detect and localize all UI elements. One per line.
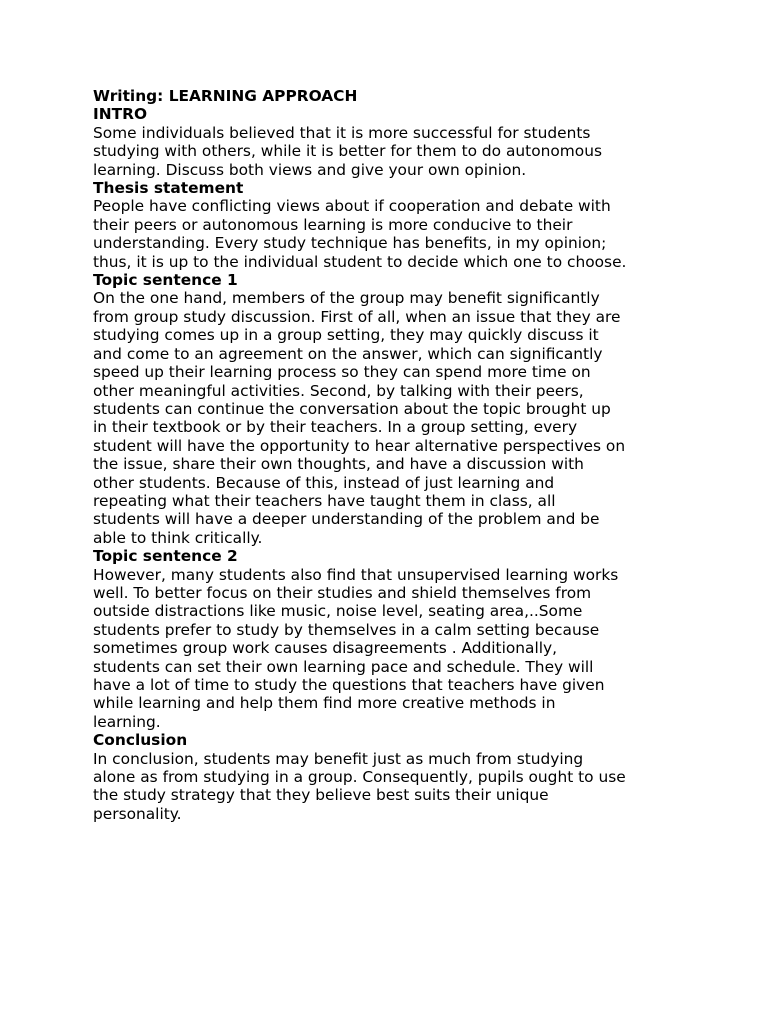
body-line: students can set their own learning pace and schedule. They will xyxy=(93,657,594,676)
body-line: repeating what their teachers have taught them in class, all xyxy=(93,491,556,510)
body-line: speed up their learning process so they can spend more time on xyxy=(93,363,591,382)
body-line: learning. xyxy=(93,712,161,731)
body-line: personality. xyxy=(93,804,182,823)
body-line: outside distractions like music, noise level, seating area,..Some xyxy=(93,602,583,621)
body-line: On the one hand, members of the group may benefit significantly xyxy=(93,289,600,308)
body-line: other students. Because of this, instead of just learning and xyxy=(93,473,555,492)
section-body xyxy=(93,566,693,732)
body-line: students prefer to study by themselves in a calm setting because xyxy=(93,620,600,639)
section-thesis-statement xyxy=(93,179,693,271)
section-intro xyxy=(93,105,693,179)
section-topic-sentence-2 xyxy=(93,547,693,731)
body-line: have a lot of time to study the questions that teachers have given xyxy=(93,676,605,694)
body-line: in their textbook or by their teachers. In a group setting, every xyxy=(93,418,578,437)
body-line: People have conflicting views about if cooperation and debate with xyxy=(93,197,611,216)
body-line: other meaningful activities. Second, by talking with their peers, xyxy=(93,381,584,400)
section-body xyxy=(93,124,693,179)
section-conclusion xyxy=(93,731,693,823)
body-line: while learning and help them find more creative methods in xyxy=(93,694,556,713)
body-line: thus, it is up to the individual student to decide which one to choose. xyxy=(93,252,627,271)
body-line: sometimes group work causes disagreements . Additionally, xyxy=(93,639,558,658)
section-heading: Thesis statement xyxy=(93,179,244,198)
body-line: the study strategy that they believe best suits their unique xyxy=(93,786,549,805)
section-topic-sentence-1 xyxy=(93,271,693,547)
section-body xyxy=(93,289,693,547)
body-line: their peers or autonomous learning is more conducive to their xyxy=(93,215,573,234)
body-line: learning. Discuss both views and give your own opinion. xyxy=(93,160,527,179)
body-line: students will have a deeper understanding of the problem and be xyxy=(93,510,600,529)
body-line: the issue, share their own thoughts, and have a discussion with xyxy=(93,455,584,474)
body-line: from group study discussion. First of all, when an issue that they are xyxy=(93,307,621,326)
section-heading: INTRO xyxy=(93,105,148,124)
section-heading: Topic sentence 1 xyxy=(93,271,238,290)
body-line: students can continue the conversation about the topic brought up xyxy=(93,399,611,418)
body-line: alone as from studying in a group. Consequently, pupils ought to use xyxy=(93,768,626,787)
section-heading: Conclusion xyxy=(93,731,188,750)
document-page xyxy=(93,87,693,823)
section-body xyxy=(93,750,693,824)
body-line: well. To better focus on their studies and shield themselves from xyxy=(93,583,592,602)
body-line: Some individuals believed that it is more successful for students xyxy=(93,123,591,142)
body-line: student will have the opportunity to hear alternative perspectives on xyxy=(93,436,626,455)
body-line: However, many students also find that unsupervised learning works xyxy=(93,565,619,584)
body-line: able to think critically. xyxy=(93,528,263,547)
section-body xyxy=(93,197,693,271)
body-line: and come to an agreement on the answer, which can significantly xyxy=(93,344,603,363)
document-title: Writing: LEARNING APPROACH xyxy=(93,87,358,105)
body-line: In conclusion, students may benefit just as much from studying xyxy=(93,749,584,768)
section-heading: Topic sentence 2 xyxy=(93,547,238,566)
body-line: understanding. Every study technique has benefits, in my opinion; xyxy=(93,234,607,253)
body-line: studying with others, while it is better for them to do autonomous xyxy=(93,142,602,161)
body-line: studying comes up in a group setting, they may quickly discuss it xyxy=(93,326,599,345)
